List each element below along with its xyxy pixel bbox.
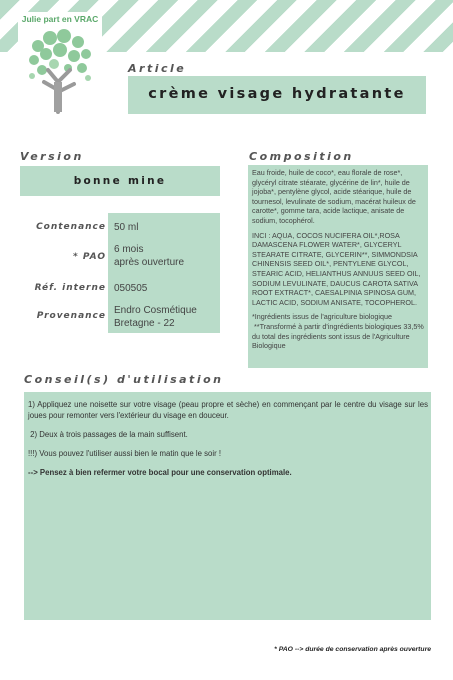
composition-text — [252, 168, 427, 356]
composition-note-2: **Transformé à partir d'ingrédients biologiques 33,5% du total des ingrédients sont issus de l'Agriculture Biologique — [252, 321, 426, 351]
conseil-heading: Conseil(s) d'utilisation — [24, 373, 224, 386]
version-name: bonne mine — [73, 175, 167, 187]
contenance-label: Contenance — [36, 222, 106, 232]
composition-fr: Eau froide, huile de coco*, eau florale de rose*, glycéryl citrate stéarate, glycérine de lin*, huile de jojoba*, pentylène glycol, acide stéarique, huile de tournesol, levulinate de sodium, macérat huileux de carotte*, gomme tara, acide lactique, anisate de sodium, tocophérol. — [252, 168, 416, 225]
contenance-value: 50 ml — [114, 222, 139, 233]
logo-text: Julie part en VRAC — [21, 14, 99, 24]
composition-note-1: *Ingrédients issus de l'agriculture biologique — [252, 312, 393, 322]
conseil-text — [28, 399, 428, 486]
version-box — [20, 166, 220, 196]
pao-value: 6 mois après ouverture — [114, 244, 185, 268]
provenance-value: Endro Cosmétique Bretagne - 22 — [114, 305, 197, 329]
pao-footnote: * PAO --> durée de conservation après ouverture — [274, 646, 431, 653]
ref-value: 050505 — [114, 283, 148, 294]
composition-heading: Composition — [249, 150, 354, 163]
article-heading: Article — [128, 62, 187, 75]
conseil-reminder: --> Pensez à bien refermer votre bocal pour une conservation optimale. — [28, 468, 292, 477]
conseil-step-2: 2) Deux à trois passages de la main suffisent. — [28, 430, 188, 439]
conseil-step-1: 1) Appliquez une noisette sur votre visage (peau propre et sèche) en commençant par le centre du visage sur les joues pour remonter vers l'extérieur du visage en douceur. — [28, 400, 428, 420]
version-heading: Version — [20, 150, 84, 163]
composition-inci: INCI : AQUA, COCOS NUCIFERA OIL*,ROSA DAMASCENA FLOWER WATER*, GLYCERYL STEARATE CITRATE, GLYCERIN**, SIMMONDSIA CHINENSIS SEED OIL*, PENTYLENE GLYCOL, STEARIC ACID, HELIANTHUS ANNUUS SEED OIL, SODIUM LEVULINATE, DAUCUS CAROTA SATIVA ROOT EXTRACT*, CAESALPINIA SPINOSA GUM, LACTIC ACID, SODIUM ANISATE, TOCOPHEROL. — [252, 230, 421, 307]
provenance-label: Provenance — [36, 311, 106, 321]
logo — [18, 12, 102, 116]
pao-label: * PAO — [73, 252, 106, 262]
conseil-tip: !!!) Vous pouvez l'utiliser aussi bien le matin que le soir ! — [28, 449, 222, 458]
article-box — [128, 76, 426, 114]
ref-label: Réf. interne — [34, 283, 106, 293]
tree-icon — [24, 26, 96, 114]
article-name: crème visage hydratante — [148, 86, 406, 102]
